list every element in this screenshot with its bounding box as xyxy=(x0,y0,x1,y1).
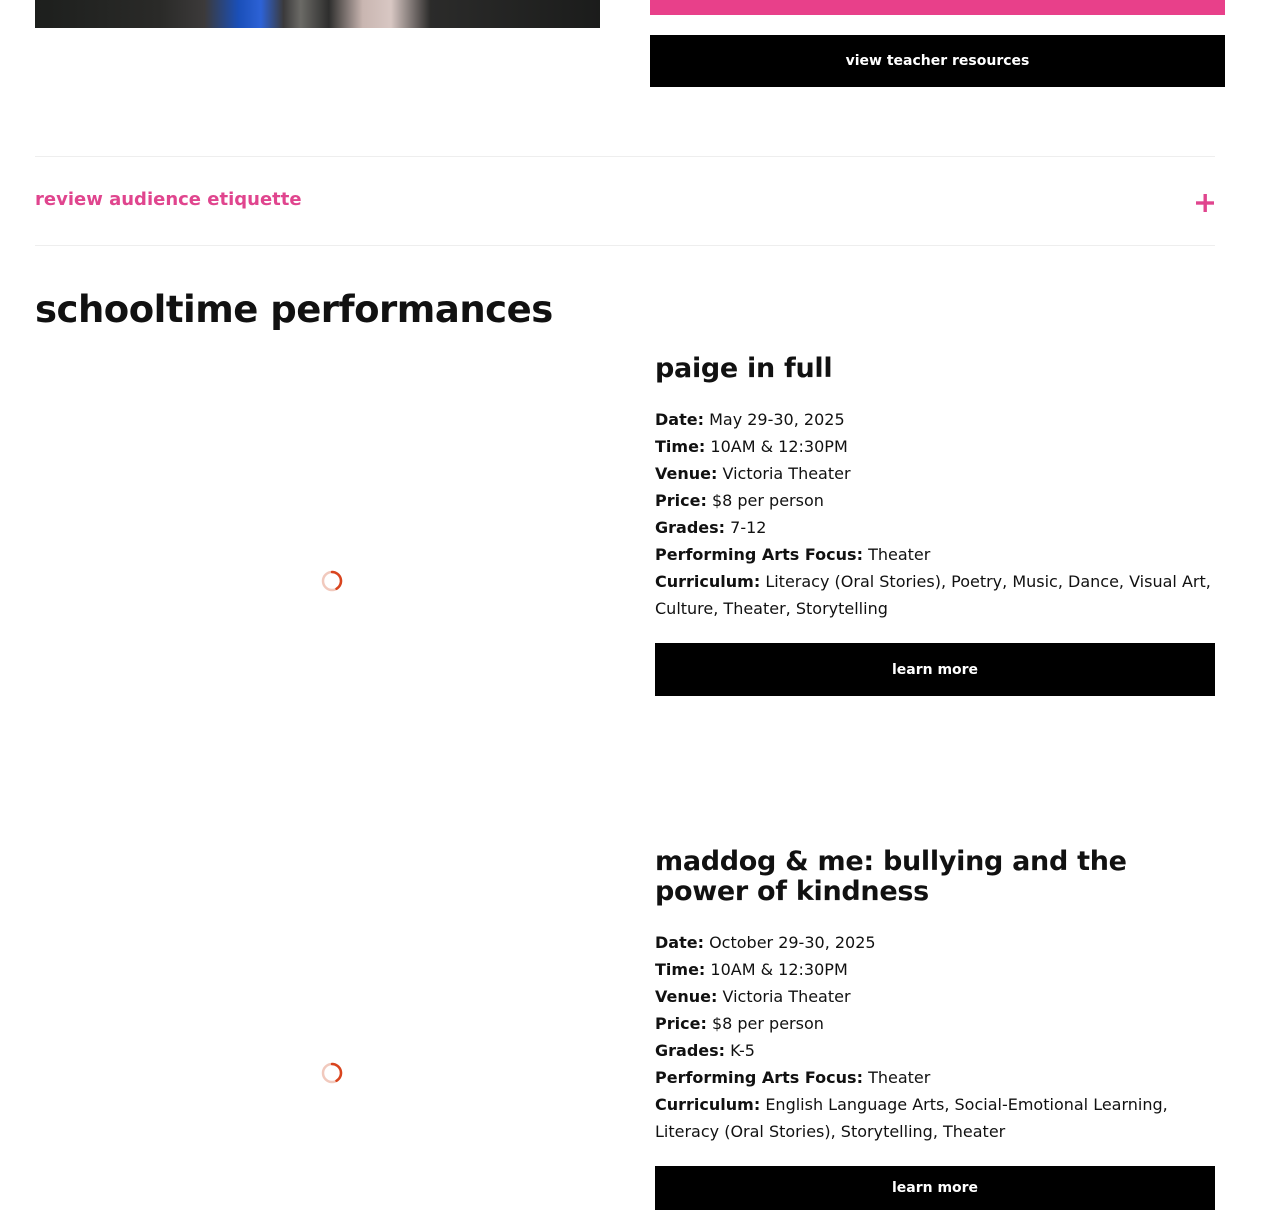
section-title: schooltime performances xyxy=(35,288,553,331)
price-value: $8 per person xyxy=(711,491,824,510)
grades-label: Grades: xyxy=(655,1041,726,1060)
focus-value: Theater xyxy=(868,1068,931,1087)
date-label: Date: xyxy=(655,410,704,429)
venue-value: Victoria Theater xyxy=(722,987,851,1006)
price-value: $8 per person xyxy=(711,1014,824,1033)
date-value: October 29-30, 2025 xyxy=(709,933,876,952)
time-value: 10AM & 12:30PM xyxy=(710,960,848,979)
focus-label: Performing Arts Focus: xyxy=(655,1068,863,1087)
price-label: Price: xyxy=(655,1014,707,1033)
pink-action-button[interactable] xyxy=(650,0,1225,15)
grades-value: 7-12 xyxy=(730,518,767,537)
grades-value: K-5 xyxy=(730,1041,755,1060)
performance-title: maddog & me: bullying and the power of kindness xyxy=(655,846,1127,907)
curriculum-value: English Language Arts, Social-Emotional Learning, Literacy (Oral Stories), Storytelling, Theater xyxy=(655,1095,1168,1141)
audience-etiquette-accordion[interactable] xyxy=(35,156,1215,246)
curriculum-value: Literacy (Oral Stories), Poetry, Music, Dance, Visual Art, Culture, Theater, Storytelling xyxy=(655,572,1211,618)
learn-more-button[interactable]: learn more xyxy=(655,1166,1215,1210)
time-label: Time: xyxy=(655,960,706,979)
performance-details xyxy=(655,929,1220,1145)
featured-image xyxy=(35,0,600,28)
accordion-label: review audience etiquette xyxy=(35,189,302,210)
grades-label: Grades: xyxy=(655,518,726,537)
loading-spinner-icon xyxy=(321,570,343,592)
learn-more-button[interactable]: learn more xyxy=(655,643,1215,696)
curriculum-label: Curriculum: xyxy=(655,1095,761,1114)
view-teacher-resources-button[interactable]: view teacher resources xyxy=(650,35,1225,87)
date-label: Date: xyxy=(655,933,704,952)
curriculum-label: Curriculum: xyxy=(655,572,761,591)
plus-icon[interactable] xyxy=(1195,193,1215,213)
venue-label: Venue: xyxy=(655,987,718,1006)
performance-title: paige in full xyxy=(655,353,833,384)
loading-spinner-icon xyxy=(321,1062,343,1084)
time-label: Time: xyxy=(655,437,706,456)
venue-value: Victoria Theater xyxy=(722,464,851,483)
focus-value: Theater xyxy=(868,545,931,564)
price-label: Price: xyxy=(655,491,707,510)
venue-label: Venue: xyxy=(655,464,718,483)
performance-details xyxy=(655,406,1220,622)
time-value: 10AM & 12:30PM xyxy=(710,437,848,456)
date-value: May 29-30, 2025 xyxy=(709,410,845,429)
focus-label: Performing Arts Focus: xyxy=(655,545,863,564)
